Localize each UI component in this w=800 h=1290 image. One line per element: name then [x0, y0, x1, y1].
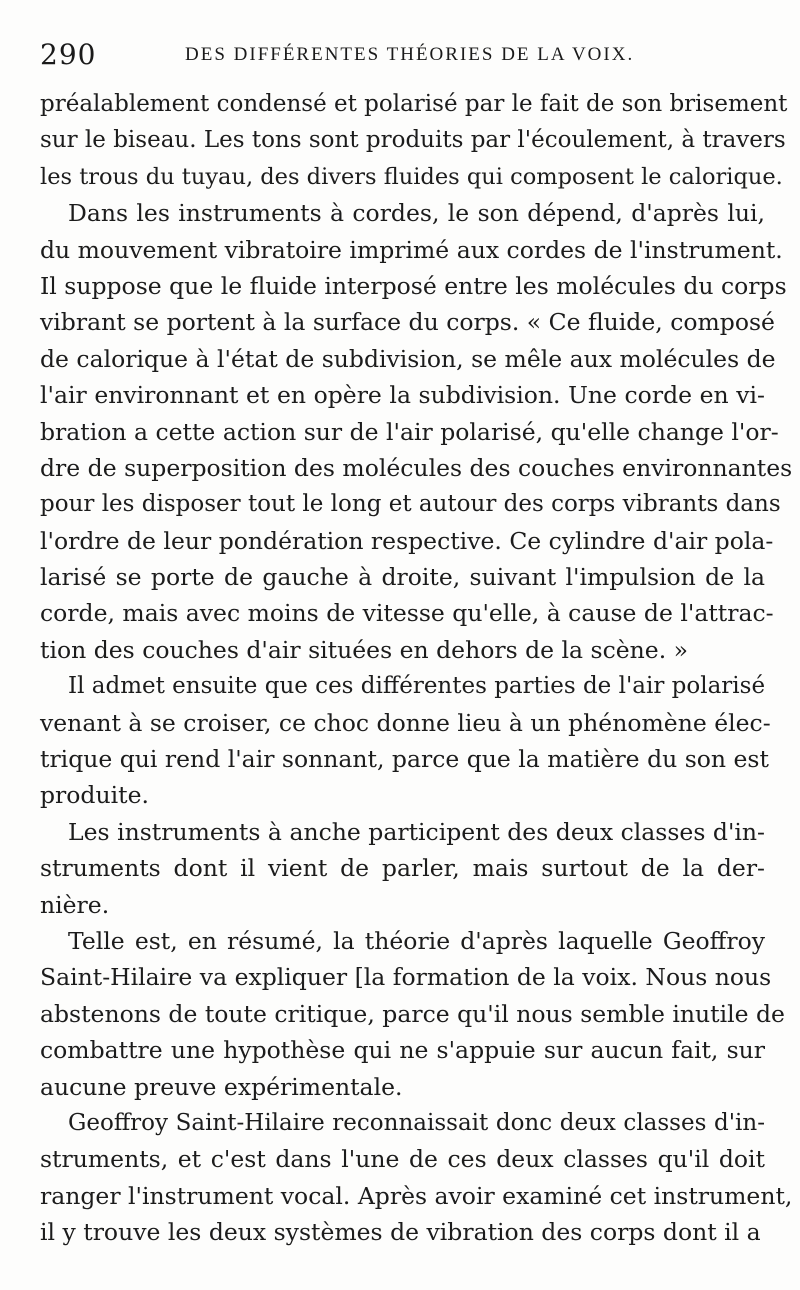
text-line: corde, mais avec moins de vitesse qu'elle, à cause de l'attrac- — [40, 599, 774, 628]
text-line: Il admet ensuite que ces différentes parties de l'air polarisé — [68, 673, 766, 700]
page-header — [40, 38, 770, 78]
text-line: préalablement condensé et polarisé par le fait de son brisement — [40, 91, 788, 117]
text-line: de calorique à l'état de subdivision, se mêle aux molécules de — [40, 344, 776, 373]
text-line: du mouvement vibratoire imprimé aux cordes de l'instrument. — [40, 235, 783, 264]
paragraph — [40, 1105, 793, 1251]
text-line: nière. — [40, 890, 110, 919]
body-text — [40, 86, 793, 1251]
text-line: il y trouve les deux systèmes de vibration des corps dont il a — [40, 1218, 761, 1247]
text-line: ranger l'instrument vocal. Après avoir examiné cet instrument, — [40, 1181, 793, 1210]
text-line: sur le biseau. Les tons sont produits par l'écoulement, à travers — [40, 127, 786, 154]
text-line: tion des couches d'air situées en dehors de la scène. » — [40, 635, 689, 664]
paragraph — [40, 668, 771, 814]
text-line: struments, et c'est dans l'une de ces deux classes qu'il doit — [40, 1145, 765, 1174]
paragraph — [40, 195, 793, 668]
paragraph — [40, 86, 788, 195]
page-number: 290 — [40, 38, 97, 71]
text-line: struments dont il vient de parler, mais surtout de la der- — [40, 854, 765, 883]
text-line: les trous du tuyau, des divers fluides qui composent le calorique. — [40, 163, 783, 190]
text-line: l'air environnant et en opère la subdivision. Une corde en vi- — [40, 381, 765, 410]
text-line: Telle est, en résumé, la théorie d'après laquelle Geoffroy — [68, 926, 765, 955]
text-line: aucune preuve expérimentale. — [40, 1072, 403, 1101]
text-line: Les instruments à anche participent des deux classes d'in- — [68, 817, 765, 846]
text-line: dre de superposition des molécules des couches environnantes — [40, 453, 793, 482]
text-line: combattre une hypothèse qui ne s'appuie sur aucun fait, sur — [40, 1036, 765, 1065]
text-line: larisé se porte de gauche à droite, suivant l'impulsion de la — [40, 563, 765, 592]
paragraph — [40, 923, 785, 1105]
text-line: trique qui rend l'air sonnant, parce que la matière du son est — [40, 745, 769, 774]
text-line: abstenons de toute critique, parce qu'il nous semble inutile de — [40, 999, 785, 1028]
running-title: DES DIFFÉRENTES THÉORIES DE LA VOIX. — [185, 44, 635, 65]
text-line: vibrant se portent à la surface du corps. « Ce fluide, composé — [40, 308, 775, 337]
text-line: bration a cette action sur de l'air polarisé, qu'elle change l'or- — [40, 417, 779, 446]
text-line: Geoffroy Saint-Hilaire reconnaissait donc deux classes d'in- — [68, 1109, 765, 1136]
text-line: pour les disposer tout le long et autour des corps vibrants dans — [40, 491, 781, 518]
text-line: produite. — [40, 781, 149, 810]
text-line: Saint-Hilaire va expliquer [la formation de la voix. Nous nous — [40, 963, 772, 992]
text-line: venant à se croiser, ce choc donne lieu à un phénomène élec- — [40, 708, 771, 737]
text-line: Il suppose que le fluide interposé entre les molécules du corps — [40, 271, 787, 300]
paragraph — [40, 814, 765, 923]
text-line: l'ordre de leur pondération respective. Ce cylindre d'air pola- — [40, 526, 774, 555]
text-line: Dans les instruments à cordes, le son dépend, d'après lui, — [68, 199, 765, 228]
